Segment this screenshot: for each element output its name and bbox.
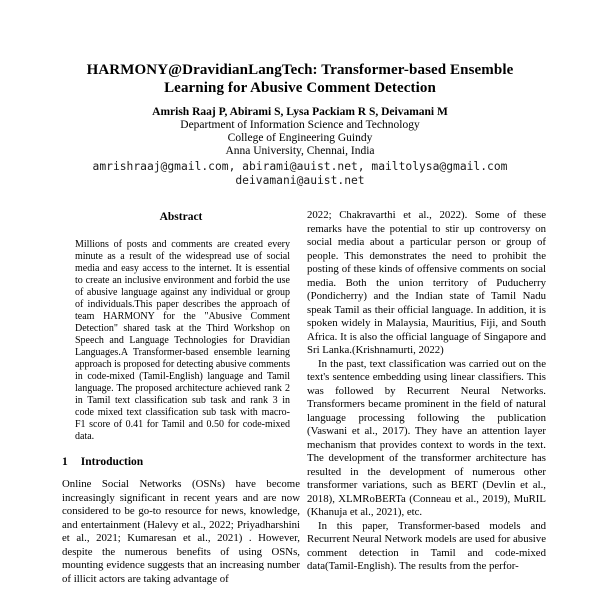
paper-header [0, 61, 600, 187]
email-line-2: deivamani@auist.net [235, 173, 365, 187]
affiliation-department: Department of Information Science and Technology [180, 119, 420, 131]
paper-title: HARMONY@DravidianLangTech: Transformer-based Ensemble Learning for Abusive Comment Detection [86, 62, 514, 96]
introduction-paragraph-continuation: 2022; Chakravarthi et al., 2022). Some of these remarks have the potential to stir up controversy on social media about a particular person or group of people. This demonstrates the need to prohibit the posting of these kinds of offensive comments on social media. Both the union territory of Puducherry (Pondicherry) and the Indian state of Tamil Nadu speak Tamil as their official language. In addition, it is spoken widely in Malaysia, Mauritius, Fiji, and South Africa. It is also the official language of Singapore and Sri Lanka.(Krishnamurti, 2022) [307, 209, 546, 356]
abstract-heading: Abstract [159, 211, 203, 223]
affiliation-university: Anna University, Chennai, India [225, 145, 375, 157]
affiliation-college: College of Engineering Guindy [227, 132, 373, 144]
introduction-paragraph-history: In the past, text classification was carried out on the text's sentence embedding using linear classifiers. This was followed by Recurrent Neural Networks. Transformers became prominent in the field of natural language processing following the publication (Vaswani et al., 2017). They have an attention layer mechanism that provides context to words in the text. The development of the transformer architecture has resulted in the development of numerous other transformer variations, such as BERT (Devlin et al., 2018), XLMRoBERTa (Conneau et al., 2019), MuRIL (Khanuja et al., 2021), etc. [307, 357, 546, 518]
abstract-text: Millions of posts and comments are created every minute as a result of the widespread use of social media and easy access to the internet. It is essential to create an inclusive environment and forbid the use of abusive language against any individual or group of individuals.This paper describes the approach of team HARMONY for the "Abusive Comment Detection" shared task at the Third Workshop on Speech and Language Technologies for Dravidian Languages.A Transformer-based ensemble learning approach is proposed for detecting abusive comments in code-mixed (Tamil-English) language and Tamil language. The proposed architecture achieved rank 2 in Tamil text classification sub task and rank 3 in code mixed text classification sub task with macro-F1 score of 0.41 for Tamil and 0.50 for code-mixed data. [75, 239, 290, 442]
section-heading-introduction [62, 456, 300, 469]
introduction-paragraph-left: Online Social Networks (OSNs) have become increasingly significant in recent years and are now considered to be go-to resource for news, knowledge, and entertainment (Halevy et al., 2022; Priyadharshini et al., 2021; Kumaresan et al., 2021) . However, despite the numerous benefits of using OSNs, mounting evidence suggests that an increasing number of illicit actors are taking advantage of [62, 478, 300, 585]
authors-line: Amrish Raaj P, Abirami S, Lysa Packiam R S, Deivamani M [152, 106, 448, 118]
section-title: Introduction [80, 456, 144, 468]
left-column [62, 211, 300, 586]
email-block [0, 160, 600, 187]
section-number: 1 [62, 456, 68, 468]
introduction-paragraph-this-paper: In this paper, Transformer-based models and Recurrent Neural Network models are used for abusive comment detection in Tamil and code-mixed data(Tamil-English). The results from the perfor- [307, 519, 546, 572]
right-column [307, 209, 546, 574]
email-line-1: amrishraaj@gmail.com, abirami@auist.net, mailtolysa@gmail.com [92, 160, 508, 173]
